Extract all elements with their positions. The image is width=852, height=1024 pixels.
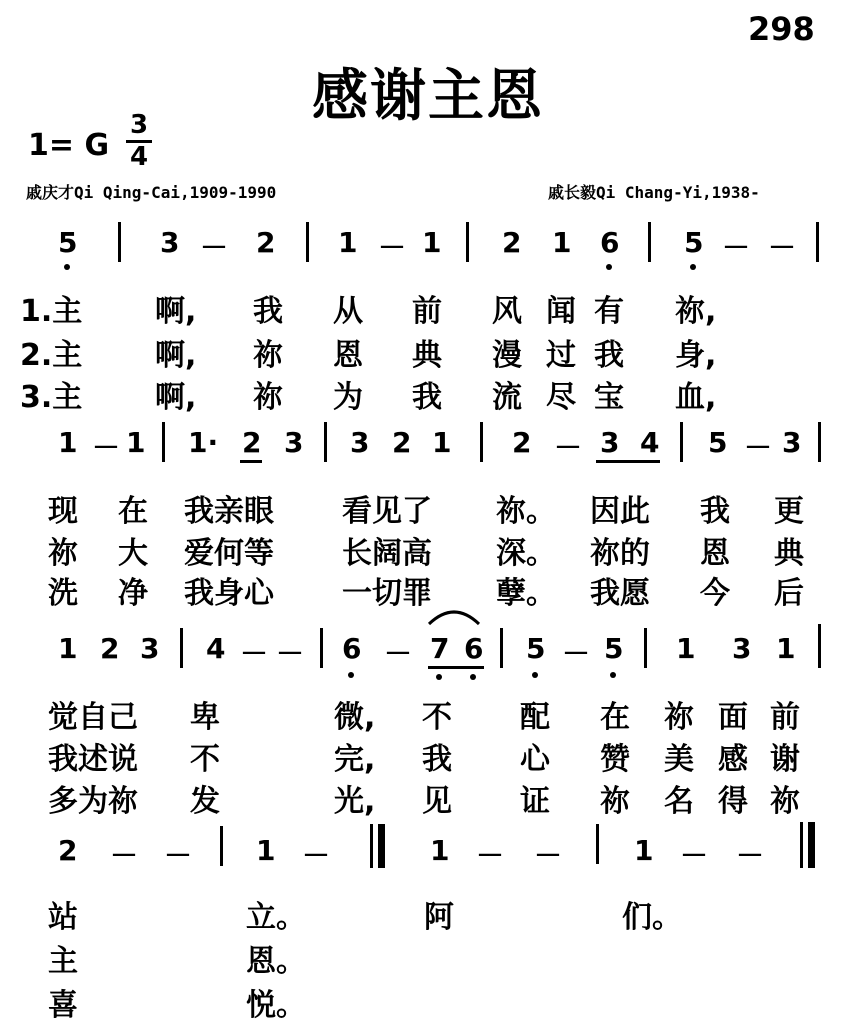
dash: － bbox=[200, 231, 229, 264]
note: 1 bbox=[634, 834, 654, 867]
lyric-syllable: 光, bbox=[334, 784, 376, 819]
lyric-syllable: 证 bbox=[520, 784, 550, 819]
low-octave-dot bbox=[436, 674, 442, 680]
lyric-syllable: 尽 bbox=[546, 380, 576, 415]
composer-credit: 戚长毅Qi Chang-Yi,1938- bbox=[548, 183, 760, 202]
note: 4 bbox=[640, 426, 660, 459]
lyric-syllable: 风 bbox=[492, 294, 522, 329]
lyric-syllable: 们。 bbox=[622, 900, 682, 935]
lyric-syllable: 身, bbox=[675, 338, 717, 373]
note: 1 bbox=[58, 632, 78, 665]
note: 4 bbox=[206, 632, 226, 665]
barline bbox=[324, 422, 327, 462]
note: 2 bbox=[512, 426, 532, 459]
dash: － bbox=[110, 839, 139, 872]
note: 1 bbox=[422, 226, 442, 259]
lyric-syllable: 我述说 bbox=[48, 742, 138, 777]
lyric-syllable: 我亲眼 bbox=[184, 494, 274, 529]
eighth-underline bbox=[596, 460, 660, 463]
lyric-syllable: 更 bbox=[774, 494, 804, 529]
low-octave-dot bbox=[690, 264, 696, 270]
note: 6 bbox=[342, 632, 362, 665]
dash: － bbox=[562, 637, 591, 670]
lyric-syllable: 深。 bbox=[496, 536, 556, 571]
note: 2 bbox=[58, 834, 78, 867]
lyric-syllable: 啊, bbox=[155, 294, 197, 329]
lyric-syllable: 净 bbox=[118, 576, 148, 611]
note: 2 bbox=[256, 226, 276, 259]
lyric-syllable: 在 bbox=[600, 700, 630, 735]
lyric-syllable: 不 bbox=[422, 700, 452, 735]
lyric-syllable: 卑 bbox=[190, 700, 220, 735]
lyric-syllable: 祢的 bbox=[590, 536, 650, 571]
eighth-underline bbox=[428, 666, 484, 669]
note: 1 bbox=[776, 632, 796, 665]
lyric-syllable: 祢 bbox=[600, 784, 630, 819]
dash: － bbox=[476, 839, 505, 872]
lyric-syllable: 美 bbox=[664, 742, 694, 777]
dash: － bbox=[240, 637, 269, 670]
dash: － bbox=[736, 839, 765, 872]
lyric-syllable: 因此 bbox=[590, 494, 650, 529]
lyric-syllable: 感 bbox=[718, 742, 748, 777]
lyric-syllable: 1.主 bbox=[20, 294, 83, 329]
lyric-syllable: 站 bbox=[48, 900, 78, 935]
eighth-underline bbox=[240, 460, 262, 463]
key-signature: 1= G bbox=[28, 128, 110, 163]
lyric-syllable: 为 bbox=[333, 380, 363, 415]
lyric-syllable: 洗 bbox=[48, 576, 78, 611]
lyric-syllable: 喜 bbox=[48, 988, 78, 1023]
barline bbox=[220, 826, 223, 866]
barline bbox=[480, 422, 483, 462]
lyric-syllable: 后 bbox=[774, 576, 804, 611]
barline bbox=[466, 222, 469, 262]
lyric-syllable: 大 bbox=[118, 536, 148, 571]
lyric-syllable: 现 bbox=[48, 494, 78, 529]
dash: － bbox=[384, 637, 413, 670]
note: 1 bbox=[552, 226, 572, 259]
lyric-syllable: 典 bbox=[774, 536, 804, 571]
lyric-syllable: 流 bbox=[492, 380, 522, 415]
lyric-syllable: 我 bbox=[422, 742, 452, 777]
lyric-syllable: 孽。 bbox=[496, 576, 556, 611]
note: 5 bbox=[58, 226, 78, 259]
lyric-syllable: 名 bbox=[664, 784, 694, 819]
lyric-syllable: 啊, bbox=[155, 380, 197, 415]
note: 1 bbox=[430, 834, 450, 867]
lyric-syllable: 阿 bbox=[424, 900, 454, 935]
dash: － bbox=[722, 231, 751, 264]
barline bbox=[162, 422, 165, 462]
time-signature bbox=[126, 112, 152, 171]
lyric-syllable: 我 bbox=[253, 294, 283, 329]
barline bbox=[680, 422, 683, 462]
lyric-syllable: 立。 bbox=[246, 900, 306, 935]
note: 5 bbox=[708, 426, 728, 459]
lyric-syllable: 面 bbox=[718, 700, 748, 735]
lyric-syllable: 发 bbox=[190, 784, 220, 819]
note: 7 bbox=[430, 632, 450, 665]
lyric-syllable: 有 bbox=[594, 294, 624, 329]
barline bbox=[118, 222, 121, 262]
dash: － bbox=[378, 231, 407, 264]
lyric-syllable: 我身心 bbox=[184, 576, 274, 611]
barline bbox=[816, 222, 819, 262]
song-title: 感谢主恩 bbox=[312, 64, 544, 129]
slur-tie bbox=[426, 604, 482, 626]
note: 1 bbox=[256, 834, 276, 867]
lyric-syllable: 我 bbox=[412, 380, 442, 415]
lyric-syllable: 爱何等 bbox=[184, 536, 274, 571]
lyric-syllable: 不 bbox=[190, 742, 220, 777]
lyric-syllable: 赞 bbox=[600, 742, 630, 777]
note: 5 bbox=[526, 632, 546, 665]
lyric-syllable: 前 bbox=[770, 700, 800, 735]
lyric-syllable: 得 bbox=[718, 784, 748, 819]
low-octave-dot bbox=[532, 672, 538, 678]
dash: － bbox=[768, 231, 797, 264]
time-signature-top: 3 bbox=[129, 110, 149, 140]
lyric-syllable: 恩 bbox=[333, 338, 363, 373]
lyric-syllable: 祢 bbox=[664, 700, 694, 735]
double-barline-thin bbox=[800, 822, 803, 868]
double-barline-thick bbox=[378, 824, 385, 868]
note: 3 bbox=[600, 426, 620, 459]
lyric-syllable: 一切罪 bbox=[342, 576, 432, 611]
lyric-syllable: 完, bbox=[334, 742, 376, 777]
lyric-syllable: 闻 bbox=[546, 294, 576, 329]
lyric-syllable: 谢 bbox=[770, 742, 800, 777]
lyric-syllable: 恩 bbox=[700, 536, 730, 571]
lyric-syllable: 看见了 bbox=[342, 494, 432, 529]
page-number: 298 bbox=[748, 10, 815, 48]
lyric-syllable: 祢 bbox=[253, 380, 283, 415]
lyric-syllable: 3.主 bbox=[20, 380, 83, 415]
note: 2 bbox=[502, 226, 522, 259]
lyric-syllable: 恩。 bbox=[246, 944, 306, 979]
note: 3 bbox=[284, 426, 304, 459]
low-octave-dot bbox=[606, 264, 612, 270]
note: 6 bbox=[600, 226, 620, 259]
note: 2 bbox=[100, 632, 120, 665]
note: 1 bbox=[676, 632, 696, 665]
dash: － bbox=[534, 839, 563, 872]
lyric-syllable: 过 bbox=[546, 338, 576, 373]
note: 3 bbox=[160, 226, 180, 259]
lyricist-credit: 戚庆才Qi Qing-Cai,1909-1990 bbox=[26, 183, 277, 202]
note: 2 bbox=[242, 426, 262, 459]
note: 3 bbox=[350, 426, 370, 459]
note: 5 bbox=[684, 226, 704, 259]
lyric-syllable: 我愿 bbox=[590, 576, 650, 611]
barline bbox=[818, 624, 821, 668]
note: 3 bbox=[732, 632, 752, 665]
lyric-syllable: 多为祢 bbox=[48, 784, 138, 819]
lyric-syllable: 典 bbox=[412, 338, 442, 373]
lyric-syllable: 长阔高 bbox=[342, 536, 432, 571]
lyric-syllable: 祢。 bbox=[496, 494, 556, 529]
lyric-syllable: 今 bbox=[700, 576, 730, 611]
note: 2 bbox=[392, 426, 412, 459]
note: 3 bbox=[140, 632, 160, 665]
barline bbox=[500, 628, 503, 668]
lyric-syllable: 血, bbox=[675, 380, 717, 415]
note-dotted: 1· bbox=[188, 426, 219, 459]
lyric-syllable: 觉自己 bbox=[48, 700, 138, 735]
dash: － bbox=[92, 431, 121, 464]
lyric-syllable: 从 bbox=[333, 294, 363, 329]
low-octave-dot bbox=[470, 674, 476, 680]
lyric-syllable: 宝 bbox=[594, 380, 624, 415]
dash: － bbox=[680, 839, 709, 872]
note: 1 bbox=[338, 226, 358, 259]
note: 1 bbox=[58, 426, 78, 459]
note: 3 bbox=[782, 426, 802, 459]
note: 1 bbox=[432, 426, 452, 459]
low-octave-dot bbox=[64, 264, 70, 270]
lyric-syllable: 祢 bbox=[770, 784, 800, 819]
lyric-syllable: 配 bbox=[520, 700, 550, 735]
dash: － bbox=[744, 431, 773, 464]
barline bbox=[648, 222, 651, 262]
note: 5 bbox=[604, 632, 624, 665]
barline bbox=[596, 824, 599, 864]
lyric-syllable: 前 bbox=[412, 294, 442, 329]
lyric-syllable: 漫 bbox=[492, 338, 522, 373]
barline bbox=[818, 422, 821, 462]
dash: － bbox=[164, 839, 193, 872]
lyric-syllable: 微, bbox=[334, 700, 376, 735]
barline bbox=[320, 628, 323, 668]
lyric-syllable: 祢 bbox=[253, 338, 283, 373]
dash: － bbox=[554, 431, 583, 464]
lyric-syllable: 心 bbox=[520, 742, 550, 777]
time-signature-bottom: 4 bbox=[129, 142, 149, 172]
low-octave-dot bbox=[348, 672, 354, 678]
barline bbox=[180, 628, 183, 668]
barline bbox=[644, 628, 647, 668]
note: 6 bbox=[464, 632, 484, 665]
lyric-syllable: 悦。 bbox=[246, 988, 306, 1023]
dash: － bbox=[276, 637, 305, 670]
lyric-syllable: 我 bbox=[700, 494, 730, 529]
lyric-syllable: 在 bbox=[118, 494, 148, 529]
low-octave-dot bbox=[610, 672, 616, 678]
lyric-syllable: 2.主 bbox=[20, 338, 83, 373]
lyric-syllable: 啊, bbox=[155, 338, 197, 373]
lyric-syllable: 祢 bbox=[48, 536, 78, 571]
barline bbox=[306, 222, 309, 262]
lyric-syllable: 我 bbox=[594, 338, 624, 373]
dash: － bbox=[302, 839, 331, 872]
double-barline-thin bbox=[370, 824, 373, 868]
lyric-syllable: 见 bbox=[422, 784, 452, 819]
double-barline-thick bbox=[808, 822, 815, 868]
lyric-syllable: 主 bbox=[48, 944, 78, 979]
lyric-syllable: 祢, bbox=[675, 294, 717, 329]
note: 1 bbox=[126, 426, 146, 459]
